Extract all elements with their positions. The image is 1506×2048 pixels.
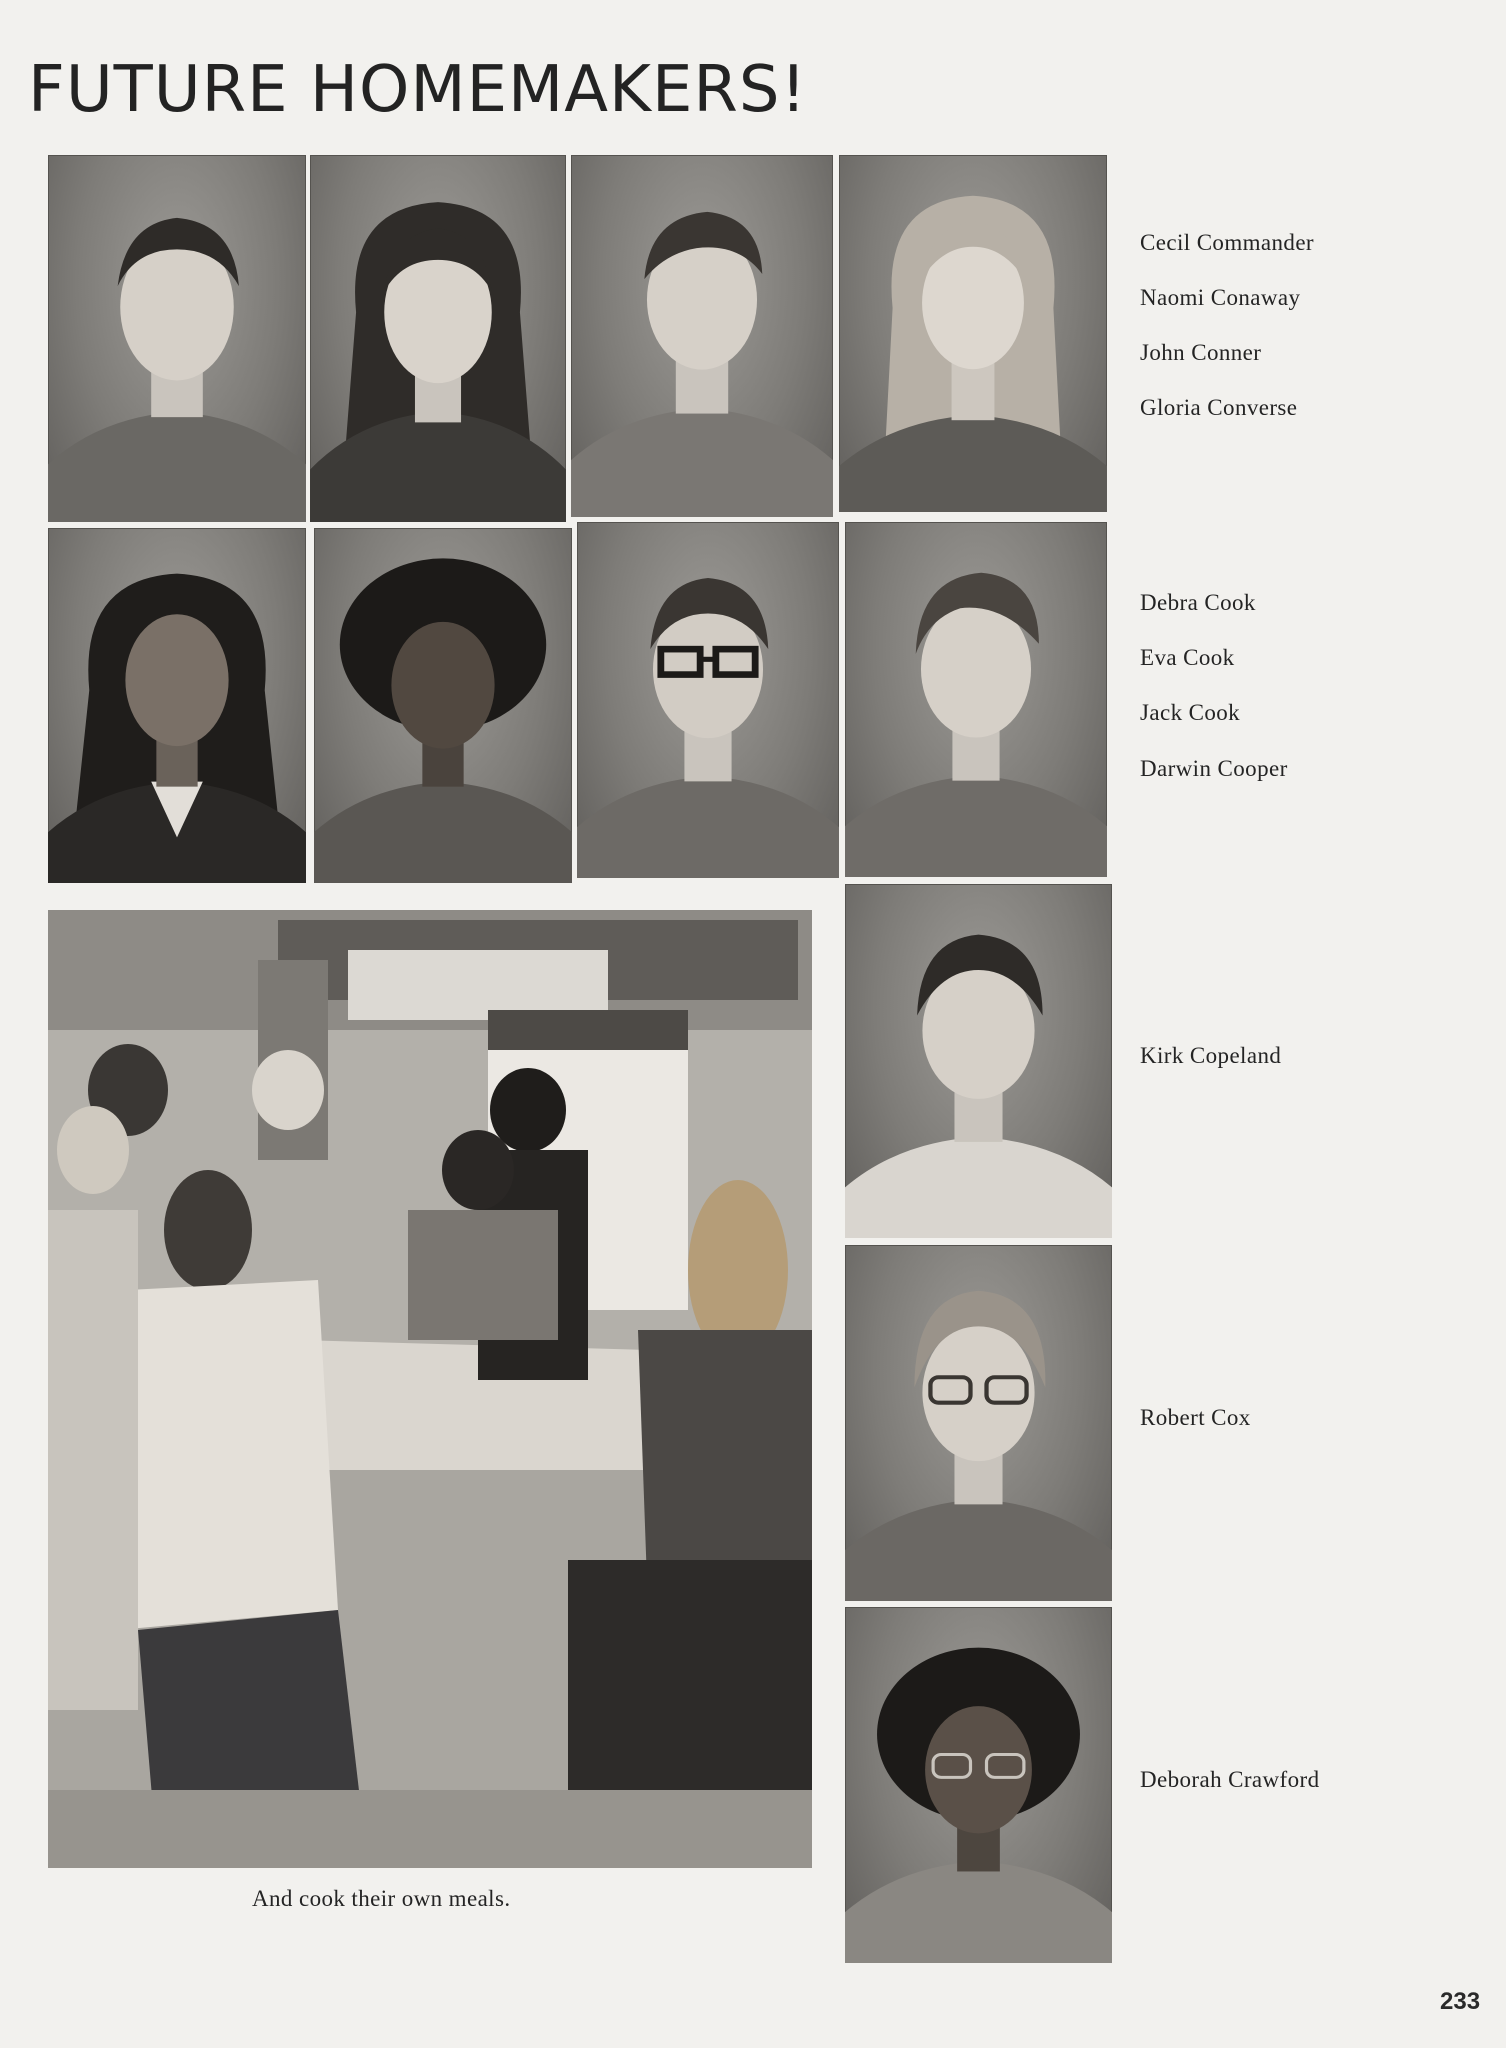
student-name: Eva Cook — [1140, 645, 1235, 670]
photo-caption: And cook their own meals. — [252, 1886, 511, 1911]
portrait-photo-deborah-crawford — [845, 1607, 1112, 1963]
student-name: Kirk Copeland — [1140, 1043, 1282, 1068]
student-name: Cecil Commander — [1140, 230, 1314, 255]
portrait-photo-naomi-conaway — [310, 155, 566, 522]
portrait-photo-eva-cook — [314, 528, 572, 883]
student-name: Naomi Conaway — [1140, 285, 1301, 310]
student-name: Deborah Crawford — [1140, 1767, 1320, 1792]
portrait-photo-darwin-cooper — [845, 522, 1107, 877]
student-name: John Conner — [1140, 340, 1262, 365]
candid-photo-kitchen-dining — [48, 910, 812, 1868]
page-number: 233 — [1440, 1988, 1481, 2015]
student-name: Darwin Cooper — [1140, 756, 1288, 781]
portrait-photo-jack-cook — [577, 522, 839, 878]
portrait-photo-john-conner — [571, 155, 833, 517]
student-name: Debra Cook — [1140, 590, 1256, 615]
portrait-photo-cecil-commander — [48, 155, 306, 522]
portrait-photo-debra-cook — [48, 528, 306, 883]
student-name: Gloria Converse — [1140, 395, 1298, 420]
portrait-photo-kirk-copeland — [845, 884, 1112, 1238]
student-name: Jack Cook — [1140, 700, 1241, 725]
student-name: Robert Cox — [1140, 1405, 1251, 1430]
portrait-photo-robert-cox — [845, 1245, 1112, 1601]
page-title: FUTURE HOMEMAKERS! — [28, 53, 808, 127]
portrait-photo-gloria-converse — [839, 155, 1107, 512]
